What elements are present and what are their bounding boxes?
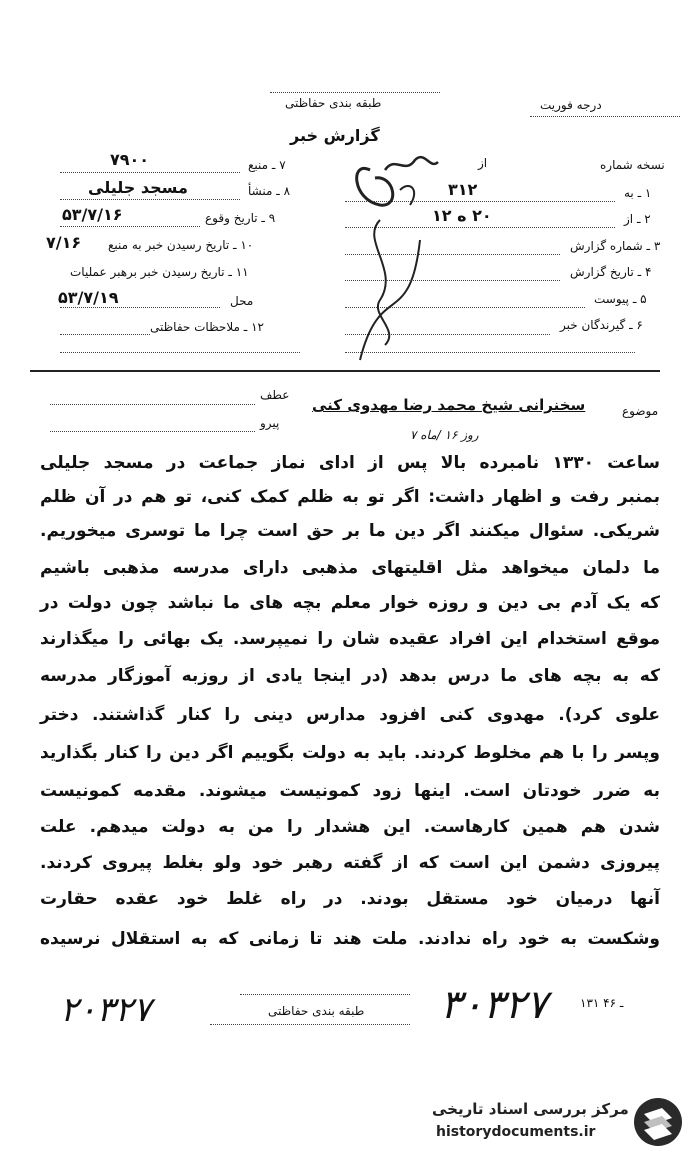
origin-rule	[60, 199, 240, 200]
body-line: ساعت ۱۳۳۰ نامبرده بالا پس از ادای نماز جماعت در مسجد جلیلی	[40, 453, 660, 473]
copy-value: از	[478, 156, 488, 170]
event-date-value: ۵۳/۷/۱۶	[62, 205, 123, 224]
classification-bottom-rule	[240, 994, 410, 995]
header-separator	[30, 370, 660, 372]
subject-title: سخنرانی شیخ محمد رضا مهدوی کنی	[312, 396, 586, 414]
body-line: وپسر را با هم مخلوط کردند. باید به دولت بگوییم اگر دین را کنار بگذارید	[40, 743, 660, 763]
arrival-source-value: ۷/۱۶	[46, 233, 82, 252]
signature-icon	[380, 150, 440, 180]
form-title: گزارش خبر	[290, 126, 380, 145]
body-line: آنها درمیان خود مستقل بودند. در راه غلط خود عقده حقارت	[40, 889, 660, 909]
footer-left-number: ۲۰۳۲۷	[60, 990, 152, 1030]
follow-rule	[50, 431, 255, 432]
place-label: محل	[230, 294, 254, 308]
to-value: ۳۱۲	[448, 180, 478, 199]
report-date-label: ۴ ـ تاریخ گزارش	[570, 265, 652, 279]
subject-handnote: روز ۱۶ /ماه ۷	[410, 428, 479, 442]
remarks-rule-1	[60, 334, 150, 335]
recipients-label: ۶ ـ گیرندگان خبر	[560, 318, 643, 332]
arrival-source-label: ۱۰ ـ تاریخ رسیدن خبر به منبع	[108, 238, 254, 252]
classification-top-rule	[270, 92, 440, 93]
body-line: به ضرر خودتان است. اینها زود کمونیست میشوند. مقدمه کمونیست	[40, 781, 660, 801]
body-line: پیروزی دشمن این است که از گفته رهبر خود ولو بغلط پیروی کردند.	[40, 853, 660, 873]
from-value: ۲۰ ه ۱۲	[432, 206, 492, 225]
follow-label: پیرو	[260, 416, 280, 430]
source-label: ۷ ـ منبع	[248, 158, 286, 172]
remarks-label: ۱۲ ـ ملاحظات حفاظتی	[150, 320, 264, 334]
priority-rule	[530, 116, 680, 117]
source-value: ۷۹۰۰	[110, 150, 150, 169]
source-rule	[60, 172, 240, 173]
classification-bottom-rule-2	[210, 1024, 410, 1025]
watermark-name: مرکز بررسی اسناد تاریخی	[432, 1100, 629, 1118]
classification-bottom: طبقه بندی حفاظتی	[268, 1004, 365, 1018]
body-line: موقع استخدام این افراد عقیده شان را نمیپرسد. یک بهائی را میگذارند	[40, 629, 660, 649]
attachment-label: ۵ ـ پیوست	[594, 292, 647, 306]
priority-label: درجه فوریت	[540, 98, 602, 112]
ref-rule	[50, 404, 255, 405]
event-date-rule	[60, 226, 200, 227]
copy-label: نسخه شماره	[600, 158, 665, 172]
body-line: که به بچه های ما درس بدهد (در اینجا یادی از روزبه آموزگار مدرسه	[40, 666, 660, 686]
watermark-url: historydocuments.ir	[436, 1124, 596, 1140]
footer-right-number: ۳۰۳۲۷	[440, 982, 548, 1028]
to-label: ۱ ـ به	[624, 186, 652, 200]
arrival-ops-label: ۱۱ ـ تاریخ رسیدن خبر برهبر عملیات	[70, 265, 249, 279]
form-code: ۱۳۱ ـ ۴۶	[580, 996, 624, 1010]
origin-label: ۸ ـ منشأ	[248, 184, 291, 198]
from-label: ۲ ـ از	[624, 212, 651, 226]
arrival-ops-rule	[60, 307, 220, 308]
body-line: شریکی. سئوال میکنند اگر دین ما بر حق است چرا ما توسری میخوریم.	[40, 521, 660, 541]
subject-label: موضوع	[622, 404, 659, 418]
report-no-label: ۳ ـ شماره گزارش	[570, 239, 661, 253]
archive-logo-icon	[632, 1096, 684, 1148]
body-line: شدن هم همین کارهاست. این هشدار را من به دولت میدهم. علت	[40, 817, 660, 837]
body-line: علوی کرد). مهدوی کنی افزود مدارس دینی را کنار گذاشتند. دختر	[40, 705, 660, 725]
event-date-label: ۹ ـ تاریخ وقوع	[205, 211, 276, 225]
remarks-rule-2	[60, 352, 300, 353]
body-line: که یک آدم بی دین و روزه خوار معلم بچه های ما نباشد چون دولت در	[40, 593, 660, 613]
body-line: ما دلمان میخواهد مثل اقلیتهای مذهبی دارای مدرسه مذهبی باشیم	[40, 558, 660, 578]
origin-value: مسجد جلیلی	[88, 178, 188, 197]
classification-top: طبقه بندی حفاظتی	[285, 96, 382, 110]
arrival-ops-value: ۵۳/۷/۱۹	[58, 288, 119, 307]
body-line: بمنبر رفت و اظهار داشت: اگر تو به ظلم کمک کنی، تو هم در آن ظلم	[40, 487, 660, 507]
body-line: وشکست به خود راه ندادند. ملت هند تا زمانی که به استقلال نرسیده	[40, 929, 660, 949]
ref-label: عطف	[260, 388, 290, 402]
